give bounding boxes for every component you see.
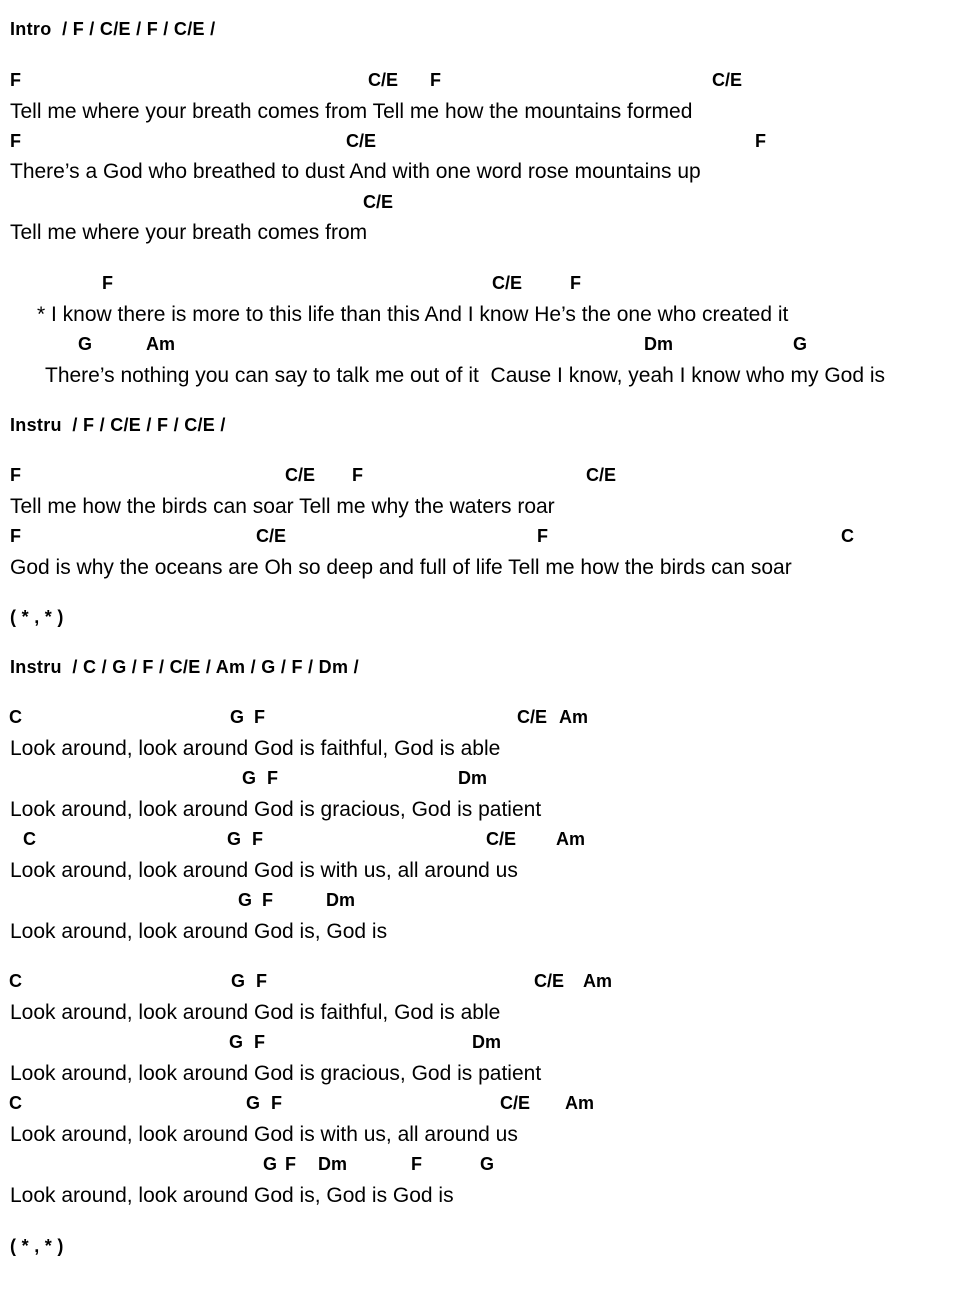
chord: F: [411, 1154, 422, 1174]
chord: G: [263, 1154, 278, 1174]
chord: C/E: [285, 465, 316, 485]
lyric-line: * I know there is more to this life than this And I know He’s the one who created it: [37, 303, 789, 326]
chord-line: [0, 71, 963, 91]
lyric-line: Look around, look around God is faithful, God is able: [10, 1001, 501, 1024]
chord: C: [9, 971, 22, 991]
chord: Dm: [326, 890, 356, 910]
chord: Am: [556, 829, 586, 849]
lyric-line: There’s nothing you can say to talk me out of it Cause I know, yeah I know who my God is: [45, 364, 886, 387]
lyric-line: Look around, look around God is gracious, God is patient: [10, 798, 542, 821]
chord: F: [254, 707, 265, 727]
chord: G: [78, 334, 93, 354]
chord: G: [480, 1154, 495, 1174]
lyric-line: Look around, look around God is, God is God is: [10, 1184, 454, 1207]
chord: G: [231, 971, 246, 991]
chord: Am: [559, 707, 589, 727]
chord: C: [23, 829, 36, 849]
chord: F: [352, 465, 363, 485]
lyric-line: Look around, look around God is faithful, God is able: [10, 737, 501, 760]
chord: F: [256, 971, 267, 991]
chord: C/E: [486, 829, 517, 849]
chord: C/E: [712, 70, 743, 90]
chord: C: [9, 707, 22, 727]
chord: Am: [565, 1093, 595, 1113]
chord: C/E: [517, 707, 548, 727]
chord: F: [10, 131, 21, 151]
lyric-line: Look around, look around God is with us, all around us: [10, 859, 518, 882]
chord: G: [230, 707, 245, 727]
section-heading: ( * , * ): [10, 607, 64, 627]
chord: F: [10, 465, 21, 485]
chord: F: [10, 526, 21, 546]
chord-line: [0, 1155, 963, 1175]
chord: F: [537, 526, 548, 546]
chord: Dm: [644, 334, 674, 354]
lyric-line: Tell me how the birds can soar Tell me why the waters roar: [10, 495, 555, 518]
chord: G: [229, 1032, 244, 1052]
chord-line: [0, 466, 963, 486]
chord: C/E: [500, 1093, 531, 1113]
chord-line: [0, 1033, 963, 1053]
chord-line: [0, 769, 963, 789]
chord: Dm: [472, 1032, 502, 1052]
chord: C/E: [534, 971, 565, 991]
chord: G: [227, 829, 242, 849]
lyric-line: There’s a God who breathed to dust And with one word rose mountains up: [10, 160, 701, 183]
chord-line: [0, 132, 963, 152]
chord: C/E: [492, 273, 523, 293]
chord: G: [793, 334, 808, 354]
chord: C/E: [363, 192, 394, 212]
lyric-line: Look around, look around God is gracious, God is patient: [10, 1062, 542, 1085]
chord: C/E: [256, 526, 287, 546]
chord: F: [102, 273, 113, 293]
chord: G: [242, 768, 257, 788]
chord-line: [0, 972, 963, 992]
chord: F: [252, 829, 263, 849]
chord: C/E: [346, 131, 377, 151]
chord: C/E: [586, 465, 617, 485]
chord: C: [9, 1093, 22, 1113]
chord: F: [285, 1154, 296, 1174]
chord: Dm: [458, 768, 488, 788]
lyric-line: Look around, look around God is with us, all around us: [10, 1123, 518, 1146]
lyric-line: God is why the oceans are Oh so deep and full of life Tell me how the birds can soar: [10, 556, 792, 579]
section-heading: Intro / F / C/E / F / C/E /: [10, 19, 216, 39]
chord-line: [0, 335, 963, 355]
chord-line: [0, 708, 963, 728]
chord: F: [262, 890, 273, 910]
lyric-line: Tell me where your breath comes from Tell me how the mountains formed: [10, 100, 693, 123]
chord: F: [755, 131, 766, 151]
chord: C/E: [368, 70, 399, 90]
chord-line: [0, 274, 963, 294]
chord: G: [246, 1093, 261, 1113]
chord: F: [271, 1093, 282, 1113]
chord: F: [570, 273, 581, 293]
chord: C: [841, 526, 854, 546]
chord: F: [10, 70, 21, 90]
chord: F: [254, 1032, 265, 1052]
chord-line: [0, 193, 963, 213]
chord-line: [0, 1094, 963, 1114]
chord: Am: [583, 971, 613, 991]
chord: F: [267, 768, 278, 788]
section-heading: Instru / C / G / F / C/E / Am / G / F / Dm /: [10, 657, 359, 677]
chord: Dm: [318, 1154, 348, 1174]
lyric-line: Tell me where your breath comes from: [10, 221, 368, 244]
chord: G: [238, 890, 253, 910]
section-heading: ( * , * ): [10, 1236, 64, 1256]
chord-line: [0, 891, 963, 911]
chord: Am: [146, 334, 176, 354]
chord-line: [0, 527, 963, 547]
chord-line: [0, 830, 963, 850]
chord: F: [430, 70, 441, 90]
lyric-line: Look around, look around God is, God is: [10, 920, 388, 943]
section-heading: Instru / F / C/E / F / C/E /: [10, 415, 226, 435]
